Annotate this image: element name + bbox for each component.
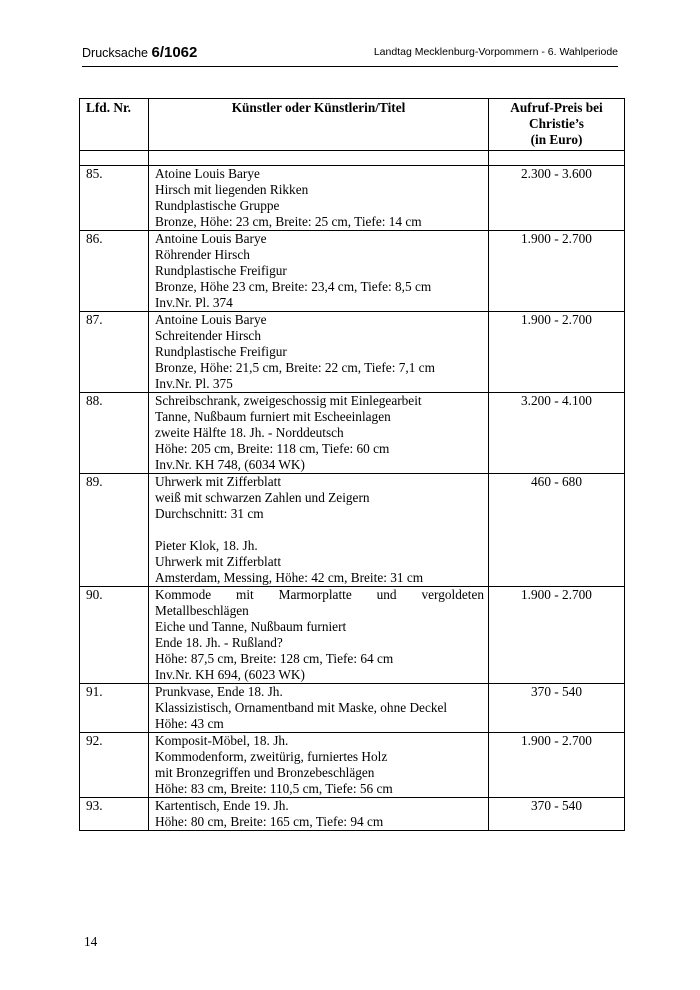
description-line: Höhe: 80 cm, Breite: 165 cm, Tiefe: 94 cm [155,814,384,829]
header-price-line: Christie’s [529,116,584,131]
description-line: Bronze, Höhe 23 cm, Breite: 23,4 cm, Tiefe: 8,5 cm [155,279,432,294]
description-line: Uhrwerk mit Zifferblatt [155,474,282,489]
row-price: 370 - 540 [489,684,625,733]
description-line: Amsterdam, Messing, Höhe: 42 cm, Breite: 31 cm [155,570,424,585]
blank-line [155,522,484,538]
table-row [80,166,625,231]
description-line: Metallbeschlägen [155,603,249,618]
description-line: Inv.Nr. Pl. 375 [155,376,233,391]
description-line: Kommodenform, zweitürig, furniertes Holz [155,749,388,764]
header-price-line: (in Euro) [530,132,583,147]
description-line: Höhe: 83 cm, Breite: 110,5 cm, Tiefe: 56 cm [155,781,393,796]
description-line: Schreibschrank, zweigeschossig mit Einlegearbeit [155,393,422,408]
description-line: Inv.Nr. KH 748, (6034 WK) [155,457,305,472]
table-row [80,312,625,393]
description-line: Schreitender Hirsch [155,328,261,343]
description-line: Eiche und Tanne, Nußbaum furniert [155,619,347,634]
header-price [489,99,625,151]
description-line: Höhe: 87,5 cm, Breite: 128 cm, Tiefe: 64 cm [155,651,394,666]
row-number: 86. [80,231,149,312]
row-price: 460 - 680 [489,474,625,587]
row-description [149,312,489,393]
document-id [82,44,197,61]
row-description [149,798,489,831]
row-number: 89. [80,474,149,587]
row-number: 92. [80,733,149,798]
spacer-cell [149,151,489,166]
description-line: Rundplastische Gruppe [155,198,280,213]
page-number: 14 [84,934,98,949]
row-price: 1.900 - 2.700 [489,231,625,312]
row-number: 88. [80,393,149,474]
description-line: Kommode mit Marmorplatte und vergoldeten [155,587,484,602]
description-line: Antoine Louis Barye [155,231,267,246]
row-price: 3.200 - 4.100 [489,393,625,474]
description-line: Röhrender Hirsch [155,247,250,262]
description-line: Prunkvase, Ende 18. Jh. [155,684,283,699]
description-line: Inv.Nr. Pl. 374 [155,295,233,310]
description-line: weiß mit schwarzen Zahlen und Zeigern [155,490,370,505]
row-price: 1.900 - 2.700 [489,733,625,798]
row-description [149,587,489,684]
institution-label: Landtag Mecklenburg-Vorpommern - 6. Wahlperiode [373,46,618,58]
table-row [80,733,625,798]
description-line: Hirsch mit liegenden Rikken [155,182,309,197]
table-row [80,393,625,474]
description-line: Komposit-Möbel, 18. Jh. [155,733,289,748]
description-line: Höhe: 43 cm [155,716,224,731]
table-row [80,587,625,684]
row-price: 1.900 - 2.700 [489,587,625,684]
table-row [80,684,625,733]
table-row [80,798,625,831]
description-line: Rundplastische Freifigur [155,344,287,359]
table-row [80,474,625,587]
description-line: mit Bronzegriffen und Bronzebeschlägen [155,765,375,780]
description-line: Tanne, Nußbaum furniert mit Escheeinlagen [155,409,391,424]
table-header-row [80,99,625,151]
header-price-line: Aufruf-Preis bei [510,100,603,115]
spacer-cell [489,151,625,166]
row-price: 370 - 540 [489,798,625,831]
header-lfd-nr: Lfd. Nr. [80,99,149,151]
row-description [149,733,489,798]
description-line: Uhrwerk mit Zifferblatt [155,554,282,569]
description-line: Rundplastische Freifigur [155,263,287,278]
row-number: 90. [80,587,149,684]
description-line: Ende 18. Jh. - Rußland? [155,635,283,650]
description-line: Kartentisch, Ende 19. Jh. [155,798,289,813]
document-number: 6/1062 [151,44,198,61]
description-line: Pieter Klok, 18. Jh. [155,538,258,553]
description-line: Bronze, Höhe: 23 cm, Breite: 25 cm, Tiefe: 14 cm [155,214,422,229]
description-line: Bronze, Höhe: 21,5 cm, Breite: 22 cm, Tiefe: 7,1 cm [155,360,435,375]
description-line: Atoine Louis Barye [155,166,260,181]
header-artist-title: Künstler oder Künstlerin/Titel [149,99,489,151]
row-description [149,684,489,733]
page-header [82,40,618,67]
spacer-cell [80,151,149,166]
document-label: Drucksache [82,46,148,60]
row-price: 2.300 - 3.600 [489,166,625,231]
table-body [80,151,625,831]
description-line: Klassizistisch, Ornamentband mit Maske, ohne Deckel [155,700,448,715]
row-number: 87. [80,312,149,393]
row-number: 93. [80,798,149,831]
description-line: Höhe: 205 cm, Breite: 118 cm, Tiefe: 60 cm [155,441,390,456]
description-line: Durchschnitt: 31 cm [155,506,264,521]
description-line: zweite Hälfte 18. Jh. - Norddeutsch [155,425,344,440]
row-description [149,474,489,587]
row-number: 85. [80,166,149,231]
row-description [149,166,489,231]
row-price: 1.900 - 2.700 [489,312,625,393]
description-line: Inv.Nr. KH 694, (6023 WK) [155,667,305,682]
artwork-price-table [79,98,625,831]
description-line: Antoine Louis Barye [155,312,267,327]
row-description [149,393,489,474]
row-number: 91. [80,684,149,733]
spacer-row [80,151,625,166]
table-row [80,231,625,312]
row-description [149,231,489,312]
